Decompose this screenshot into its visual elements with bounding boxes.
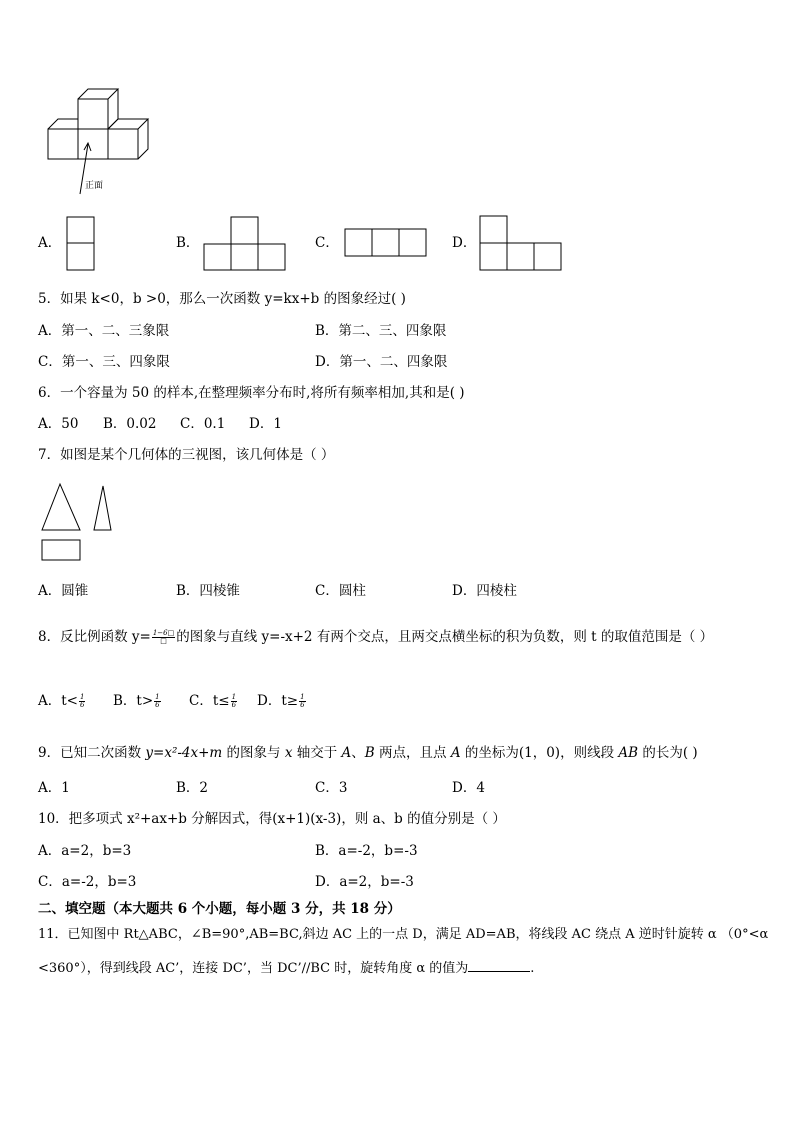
front-label: 正面 xyxy=(85,181,104,191)
q9-option-b: B．2 xyxy=(176,780,209,796)
q5-option-d: D．第一、二、四象限 xyxy=(315,354,448,370)
q7-option-b: B．四棱锥 xyxy=(176,583,240,599)
answer-blank[interactable] xyxy=(468,957,530,972)
q4-option-c-label: C． xyxy=(315,235,339,251)
q6-option-d: D．1 xyxy=(249,416,282,432)
q4-option-b-label: B． xyxy=(176,235,200,251)
q8-stem-pre: 8．反比例函数 y= xyxy=(38,629,151,645)
q8-option-d: D．t≥ $\frac{1}{6}$ xyxy=(257,693,305,709)
q4-option-a-label: A． xyxy=(38,235,62,251)
q7-option-d: D．四棱柱 xyxy=(452,583,517,599)
q5-stem: 5．如果 k<0，b >0，那么一次函数 y=kx+b 的图象经过( ) xyxy=(38,291,406,307)
q6-option-c: C．0.1 xyxy=(180,416,226,432)
q11-line1: 11．已知图中 Rt△ABC，∠B=90°,AB=BC,斜边 AC 上的一点 D，满足 AD=AB，将线段 AC 绕点 A 逆时针旋转 α （0°<α xyxy=(38,927,769,942)
q5-option-c: C．第一、三、四象限 xyxy=(38,354,170,370)
section-title: 二、填空题（本大题共 6 个小题，每小题 3 分，共 18 分） xyxy=(38,901,401,917)
q10-option-d: D．a=2，b=-3 xyxy=(315,874,414,890)
q9-function: y=x²-4x+m xyxy=(145,745,223,761)
q7-stem: 7．如图是某个几何体的三视图，该几何体是（ ） xyxy=(38,447,335,463)
q7-option-a: A．圆锥 xyxy=(38,583,89,599)
q10-stem: 10．把多项式 x²+ax+b 分解因式，得(x+1)(x-3)，则 a、b 的值分别是（ ） xyxy=(38,811,506,827)
q9-option-c: C．3 xyxy=(315,780,348,796)
q6-stem: 6．一个容量为 50 的样本,在整理频率分布时,将所有频率相加,其和是( ) xyxy=(38,385,465,401)
q4-option-d-shape xyxy=(479,215,565,273)
q9-option-a: A．1 xyxy=(38,780,70,796)
three-view-figure xyxy=(38,480,120,565)
q4-option-c-shape xyxy=(344,228,430,258)
q8-stem-post: 的图象与直线 y=-x+2 有两个交点，且两交点横坐标的积为负数，则 t 的取值范围是（ ） xyxy=(176,629,714,645)
q5-option-b: B．第二、三、四象限 xyxy=(315,323,447,339)
q4-option-a-shape xyxy=(66,216,96,272)
q8-stem xyxy=(38,628,713,646)
q7-option-c: C．圆柱 xyxy=(315,583,366,599)
q11-line2: <360°），得到线段 AC’，连接 DC’，当 DC’//BC 时，旋转角度 α 的值为 . xyxy=(38,957,534,978)
q6-option-b: B．0.02 xyxy=(103,416,157,432)
q9-stem: 9．已知二次函数 y=x²-4x+m 的图象与 x 轴交于 A、B 两点，且点 A 的坐标为(1，0)，则线段 AB 的长为( ) xyxy=(38,745,698,761)
q8-option-b: B．t> $\frac{1}{6}$ xyxy=(113,693,160,709)
q4-option-b-shape xyxy=(203,216,289,272)
q8-function-fraction: $\frac{1-6□}{□}$ xyxy=(152,629,175,645)
q10-option-c: C．a=-2，b=3 xyxy=(38,874,137,890)
q9-option-d: D．4 xyxy=(452,780,485,796)
q5-option-a: A．第一、二、三象限 xyxy=(38,323,170,339)
q4-option-d-label: D． xyxy=(452,235,477,251)
q10-option-a: A．a=2，b=3 xyxy=(38,843,132,859)
q10-option-b: B．a=-2，b=-3 xyxy=(315,843,418,859)
q8-option-a: A．t< $\frac{1}{6}$ xyxy=(38,693,85,709)
q8-option-c: C．t≤ $\frac{1}{6}$ xyxy=(189,693,237,709)
q6-option-a: A．50 xyxy=(38,416,79,432)
